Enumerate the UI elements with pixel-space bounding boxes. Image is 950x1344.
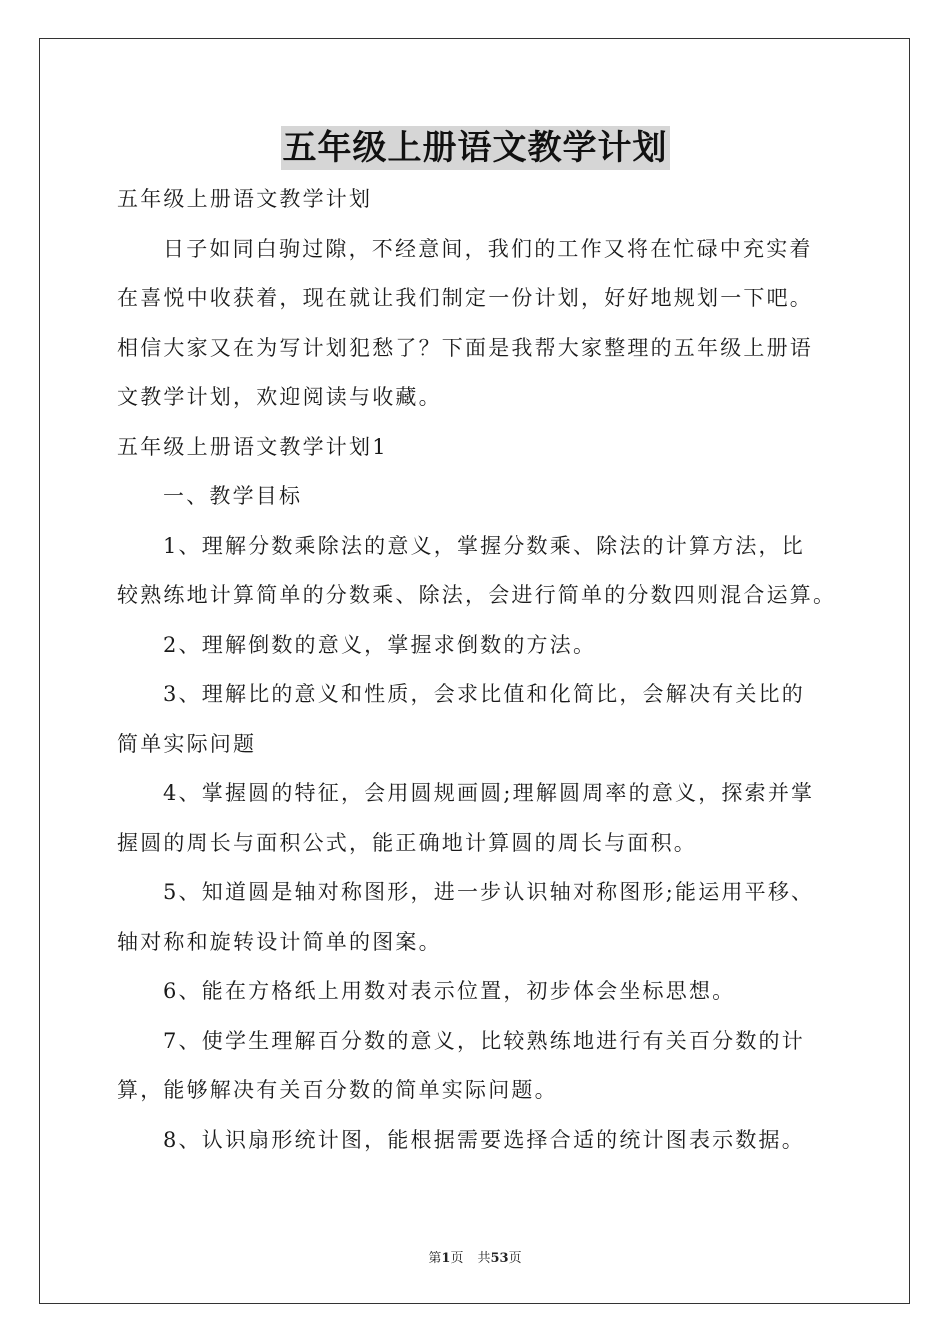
text-line: 五年级上册语文教学计划1 [117, 434, 388, 459]
footer-prefix: 第 [428, 1251, 442, 1266]
page-footer [0, 1247, 950, 1266]
text-line: 1、理解分数乘除法的意义，掌握分数乘、除法的计算方法，比 [163, 533, 805, 558]
footer-page-suffix: 页 [450, 1251, 464, 1266]
text-line: 6、能在方格纸上用数对表示位置，初步体会坐标思想。 [163, 979, 736, 1003]
text-line: 轴对称和旋转设计简单的图案。 [117, 929, 442, 954]
text-line: 4、掌握圆的特征，会用圆规画圆;理解圆周率的意义，探索并掌 [163, 781, 815, 805]
text-line: 相信大家又在为写计划犯愁了？下面是我帮大家整理的五年级上册语 [117, 335, 813, 360]
title-wrap [0, 126, 950, 170]
text-line: 较熟练地计算简单的分数乘、除法，会进行简单的分数四则混合运算。 [117, 583, 837, 607]
text-line: 3、理解比的意义和性质，会求比值和化简比，会解决有关比的 [163, 682, 805, 706]
footer-total-suffix: 页 [508, 1251, 522, 1266]
text-line: 算，能够解决有关百分数的简单实际问题。 [117, 1078, 558, 1102]
document-body [117, 175, 837, 1165]
footer-page-number: 1 [441, 1251, 451, 1266]
text-line: 五年级上册语文教学计划 [117, 187, 373, 211]
text-line: 7、使学生理解百分数的意义，比较熟练地进行有关百分数的计 [163, 1028, 805, 1053]
text-line: 文教学计划，欢迎阅读与收藏。 [117, 385, 442, 409]
text-line: 简单实际问题 [117, 731, 257, 756]
text-line: 一、教学目标 [163, 484, 303, 508]
text-line: 握圆的周长与面积公式，能正确地计算圆的周长与面积。 [117, 830, 697, 855]
footer-total-prefix: 共 [477, 1251, 491, 1266]
text-line: 2、理解倒数的意义，掌握求倒数的方法。 [163, 632, 597, 657]
text-line: 在喜悦中收获着，现在就让我们制定一份计划，好好地规划一下吧。 [117, 286, 813, 310]
text-line: 8、认识扇形统计图，能根据需要选择合适的统计图表示数据。 [163, 1127, 805, 1152]
document-title: 五年级上册语文教学计划 [282, 128, 668, 168]
footer-total-pages: 53 [490, 1251, 509, 1266]
text-line: 日子如同白驹过隙，不经意间，我们的工作又将在忙碌中充实着 [163, 236, 813, 261]
text-line: 5、知道圆是轴对称图形，进一步认识轴对称图形;能运用平移、 [163, 880, 815, 904]
